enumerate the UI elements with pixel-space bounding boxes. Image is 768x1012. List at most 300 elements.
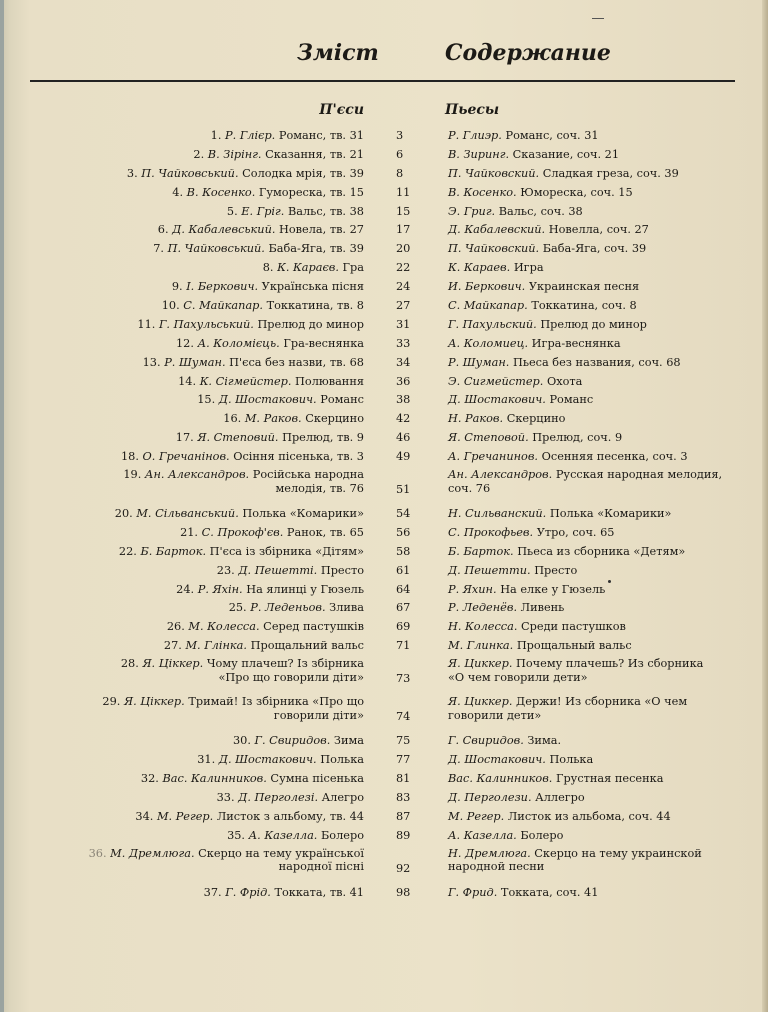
entry-number: 29. <box>102 695 121 709</box>
composer-ru: Д. Шостакович. <box>448 753 546 767</box>
composer-uk: Я. Степовий. <box>197 431 279 445</box>
composer-uk: А. Коломієць. <box>197 336 280 350</box>
toc-entry <box>0 355 768 374</box>
title-uk: Гумореска, тв. 15 <box>258 185 364 199</box>
page-number: 67 <box>396 601 411 615</box>
composer-ru: Д. Перголези. <box>448 790 532 804</box>
title-uk: Листок з альбому, тв. 44 <box>216 809 364 823</box>
title-uk: П'єса із збірника «Дітям» <box>209 544 364 558</box>
title-uk-line2: мелодія, тв. 76 <box>275 481 364 495</box>
entry-number: 30. <box>232 734 251 748</box>
entry-number: 22. <box>118 544 137 558</box>
title-ru: Ливень <box>520 601 565 615</box>
toc-entry <box>0 790 768 809</box>
page-number: 69 <box>396 620 411 634</box>
toc-entry <box>0 336 768 355</box>
title-uk: Осіння пісенька, тв. 3 <box>233 450 364 464</box>
composer-ru: Г. Фрид. <box>448 885 498 899</box>
title-ru-line2: соч. 76 <box>448 481 491 495</box>
subheading-russian: Пьесы <box>445 102 500 118</box>
page-number: 54 <box>396 507 411 521</box>
entry-russian <box>448 583 605 597</box>
composer-uk: О. Гречанінов. <box>142 450 230 464</box>
entry-ukrainian <box>102 695 364 722</box>
title-ru: Почему плачешь? Из сборника <box>516 657 704 671</box>
entry-russian <box>448 129 599 143</box>
page-number: 3 <box>396 129 404 142</box>
entry-ukrainian <box>229 601 364 615</box>
entry-number: 37. <box>203 885 222 899</box>
entry-russian <box>448 753 593 767</box>
entry-ukrainian <box>123 468 364 495</box>
entry-ukrainian <box>176 431 364 445</box>
page-number: 46 <box>396 431 411 445</box>
page-number: 87 <box>396 809 411 823</box>
page-number: 61 <box>396 563 411 577</box>
page-number: 8 <box>396 166 404 180</box>
entry-ukrainian <box>127 167 364 181</box>
composer-ru: Р. Леденёв. <box>448 601 518 615</box>
entry-russian <box>448 639 632 653</box>
toc-entry <box>0 695 768 733</box>
page-number: 92 <box>396 861 411 875</box>
toc-entry <box>0 411 768 430</box>
entry-number: 14. <box>178 374 197 388</box>
title-uk: Скерцо на тему української <box>198 846 364 860</box>
entry-russian <box>448 526 615 540</box>
entry-number: 11. <box>137 317 156 331</box>
entry-ukrainian <box>176 583 364 597</box>
entry-ukrainian <box>227 829 364 843</box>
composer-ru: М. Глинка. <box>448 639 514 653</box>
toc-entry <box>0 828 768 847</box>
entry-ukrainian <box>176 337 364 351</box>
entry-number: 7. <box>153 242 165 256</box>
composer-uk: Д. Перголезі. <box>238 790 319 804</box>
composer-ru: А. Казелла. <box>448 828 517 842</box>
page-number: 58 <box>396 544 411 558</box>
composer-uk: М. Глінка. <box>185 639 248 653</box>
entry-russian <box>448 734 561 748</box>
composer-uk: А. Казелла. <box>248 828 318 842</box>
table-of-contents <box>0 128 768 903</box>
entry-ukrainian <box>164 639 364 653</box>
composer-uk: Р. Леденьов. <box>250 601 326 615</box>
page-number: 64 <box>396 582 411 596</box>
title-uk: Тримай! Із збірника «Про що <box>188 695 364 709</box>
page-number: 42 <box>396 412 411 426</box>
entry-russian <box>448 507 671 521</box>
title-ru: Скерцо на тему украинской <box>534 846 702 860</box>
composer-uk: І. Беркович. <box>186 280 259 294</box>
entry-russian <box>448 545 685 559</box>
composer-ru: Ан. Александров. <box>448 468 553 482</box>
composer-uk: П. Чайковський. <box>167 242 265 256</box>
toc-entry <box>0 317 768 336</box>
entry-russian <box>448 412 565 426</box>
composer-uk: М. Сільванський. <box>136 507 239 521</box>
toc-entry <box>0 638 768 657</box>
title-ru: Утро, соч. 65 <box>536 525 615 539</box>
entry-ukrainian <box>172 186 364 200</box>
entry-number: 17. <box>175 431 194 445</box>
title-uk-line2: говорили діти» <box>273 708 364 722</box>
entry-ukrainian <box>204 886 364 900</box>
entry-ukrainian <box>217 564 364 578</box>
title-uk: Зима <box>333 734 364 748</box>
print-mark <box>592 18 604 19</box>
entry-number: 20. <box>114 507 133 521</box>
title-uk: Новела, тв. 27 <box>279 223 364 237</box>
entry-russian <box>448 337 621 351</box>
entry-russian <box>448 810 671 824</box>
entry-russian <box>448 261 544 275</box>
entry-ukrainian <box>137 318 364 332</box>
composer-uk: П. Чайковський. <box>141 166 239 180</box>
toc-entry <box>0 392 768 411</box>
title-uk: Полювання <box>295 374 364 388</box>
title-uk: Сказання, тв. 21 <box>265 147 364 161</box>
page-number: 33 <box>396 336 411 350</box>
title-uk: Сумна пісенька <box>270 771 364 785</box>
entry-russian <box>448 167 679 181</box>
composer-ru: В. Косенко. <box>448 185 517 199</box>
composer-uk: К. Сігмейстер. <box>199 374 292 388</box>
title-ru: Листок из альбома, соч. 44 <box>507 809 671 823</box>
toc-entry <box>0 128 768 147</box>
toc-entry <box>0 204 768 223</box>
title-ru: Пьеса из сборника «Детям» <box>517 544 686 558</box>
page-number: 56 <box>396 525 411 539</box>
entry-number: 4. <box>172 185 184 199</box>
title-uk: Чому плачеш? Із збірника <box>206 657 364 671</box>
entry-ukrainian <box>162 299 364 313</box>
entry-number: 6. <box>157 223 169 237</box>
title-ru: Игра <box>513 261 544 275</box>
title-uk: Солодка мрія, тв. 39 <box>242 166 364 180</box>
page-number: 11 <box>396 185 411 199</box>
composer-ru: Р. Яхин. <box>448 582 497 596</box>
entry-number: 35. <box>227 828 246 842</box>
composer-uk: М. Колесса. <box>188 620 260 634</box>
composer-ru: В. Зиринг. <box>448 147 510 161</box>
composer-ru: Н. Раков. <box>448 412 504 426</box>
title-uk: Прелюд до минор <box>257 317 364 331</box>
page-number: 98 <box>396 885 411 899</box>
title-ru-line2: «О чем говорили дети» <box>448 670 588 684</box>
composer-uk: В. Косенко. <box>186 185 256 199</box>
title-uk: П'єса без назви, тв. 68 <box>229 355 364 369</box>
composer-uk: Я. Ціккер. <box>123 695 185 709</box>
title-uk: Романс, тв. 31 <box>278 129 364 142</box>
page-number: 6 <box>396 147 404 161</box>
title-uk: Російська народна <box>252 468 364 482</box>
title-uk: Гра <box>342 261 364 275</box>
title-ru: Полька «Комарики» <box>549 507 672 521</box>
title-uk: Болеро <box>321 828 364 842</box>
composer-uk: Р. Шуман. <box>164 355 226 369</box>
composer-uk: Г. Свиридов. <box>254 734 331 748</box>
toc-entry <box>0 468 768 506</box>
toc-entry <box>0 847 768 885</box>
composer-uk: С. Прокоф'єв. <box>201 525 284 539</box>
title-ru: Осенняя песенка, соч. 3 <box>541 450 688 464</box>
entry-number: 9. <box>171 280 183 294</box>
composer-uk: Ан. Александров. <box>144 468 250 482</box>
toc-entry <box>0 506 768 525</box>
toc-entry <box>0 809 768 828</box>
title-uk: Ранок, тв. 65 <box>286 525 364 539</box>
entry-russian <box>448 772 663 786</box>
entry-number: 3. <box>126 166 138 180</box>
composer-ru: Вас. Калинников. <box>448 771 553 785</box>
title-ru: Охота <box>546 374 583 388</box>
toc-entry <box>0 279 768 298</box>
title-ru: Романс <box>549 393 594 407</box>
entry-russian <box>448 375 582 389</box>
page-number: 89 <box>396 828 411 842</box>
entry-ukrainian <box>167 620 364 634</box>
page-number: 22 <box>396 261 411 275</box>
toc-entry <box>0 185 768 204</box>
title-ru: Прелюд, соч. 9 <box>532 431 623 445</box>
toc-entry <box>0 544 768 563</box>
entry-number: 34. <box>135 809 154 823</box>
entry-russian <box>448 829 563 843</box>
title-uk: Романс <box>320 393 364 407</box>
entry-number: 32. <box>140 771 159 785</box>
toc-entry <box>0 885 768 904</box>
title-uk-line2: народної пісні <box>278 860 364 874</box>
entry-number: 18. <box>120 450 139 464</box>
title-uk: Вальс, тв. 38 <box>287 204 364 218</box>
page-number: 15 <box>396 204 411 218</box>
entry-number: 31. <box>197 753 216 767</box>
composer-ru: Н. Колесса. <box>448 620 518 634</box>
title-ru: Прелюд до минор <box>540 317 647 331</box>
composer-uk: М. Раков. <box>244 412 302 426</box>
toc-entry <box>0 430 768 449</box>
entry-ukrainian <box>121 450 364 464</box>
page-number: 34 <box>396 355 411 369</box>
entry-russian <box>448 299 637 313</box>
title-ru: Зима. <box>527 734 562 748</box>
composer-ru: Г. Пахульский. <box>448 317 537 331</box>
composer-uk: Д. Шостакович. <box>218 393 317 407</box>
entry-russian <box>448 695 687 722</box>
title-ru: Болеро <box>520 828 564 842</box>
entry-ukrainian <box>180 526 364 540</box>
toc-entry <box>0 600 768 619</box>
toc-entry <box>0 222 768 241</box>
composer-uk: Д. Кабалевський. <box>172 223 276 237</box>
title-ru: Украинская песня <box>528 280 640 294</box>
composer-uk: М. Дремлюга. <box>110 846 195 860</box>
composer-ru: М. Регер. <box>448 809 505 823</box>
entry-number: 28. <box>120 657 139 671</box>
entry-ukrainian <box>263 261 364 275</box>
entry-russian <box>448 431 622 445</box>
entry-russian <box>448 280 639 294</box>
page-number: 81 <box>396 771 411 785</box>
title-uk: На ялинці у Гюзель <box>246 582 364 596</box>
title-ru: Вальс, соч. 38 <box>498 204 583 218</box>
page-number: 51 <box>396 483 411 497</box>
page-number: 20 <box>396 242 411 256</box>
entry-russian <box>448 393 593 407</box>
entry-russian <box>448 148 619 162</box>
title-ru: Среди пастушков <box>521 620 626 634</box>
composer-ru: А. Коломиец. <box>448 336 529 350</box>
entry-russian <box>448 564 577 578</box>
composer-ru: К. Караев. <box>448 261 511 275</box>
title-ru: Юмореска, соч. 15 <box>520 185 633 199</box>
title-ru: Скерцино <box>506 412 566 426</box>
title-ru: Пьеса без названия, соч. 68 <box>512 355 681 369</box>
composer-ru: Д. Кабалевский. <box>448 223 546 237</box>
title-uk: Прощальний вальс <box>250 639 364 653</box>
page-number: 83 <box>396 790 411 804</box>
heading-russian: Содержание <box>445 40 611 66</box>
composer-ru: П. Чайковский. <box>448 166 540 180</box>
toc-entry <box>0 733 768 752</box>
composer-uk: Г. Пахульський. <box>158 317 254 331</box>
composer-uk: Д. Шостакович. <box>218 753 317 767</box>
title-ru: Сладкая греза, соч. 39 <box>542 166 679 180</box>
entry-russian <box>448 186 633 200</box>
title-uk: Серед пастушків <box>263 620 364 634</box>
composer-uk: М. Регер. <box>156 809 214 823</box>
entry-ukrainian <box>89 847 364 874</box>
entry-number: 26. <box>166 620 185 634</box>
entry-number: 13. <box>142 355 161 369</box>
entry-number: 33. <box>216 790 235 804</box>
title-ru: Игра-веснянка <box>531 336 621 350</box>
composer-ru: Н. Сильванский. <box>448 507 547 521</box>
toc-entry <box>0 166 768 185</box>
page-number: 36 <box>396 374 411 388</box>
page-number: 38 <box>396 393 411 407</box>
page-number: 27 <box>396 299 411 313</box>
toc-entry <box>0 525 768 544</box>
composer-ru: Э. Сигмейстер. <box>448 374 544 388</box>
composer-ru: Н. Дремлюга. <box>448 846 531 860</box>
entry-ukrainian <box>223 412 364 426</box>
title-ru-line2: говорили дети» <box>448 708 542 722</box>
entry-ukrainian <box>143 356 364 370</box>
title-ru: Сказание, соч. 21 <box>512 147 620 161</box>
composer-ru: Р. Глиэр. <box>448 129 502 142</box>
toc-entry <box>0 619 768 638</box>
composer-ru: И. Беркович. <box>448 280 526 294</box>
composer-uk: Р. Яхін. <box>197 582 243 596</box>
title-ru: Держи! Из сборника «О чем <box>516 695 688 709</box>
composer-uk: Г. Фрід. <box>225 885 271 899</box>
composer-uk: Я. Ціккер. <box>142 657 204 671</box>
entry-russian <box>448 791 585 805</box>
subheading-ukrainian: П'єси <box>319 102 364 118</box>
entry-ukrainian <box>217 791 364 805</box>
composer-uk: Б. Барток. <box>140 544 207 558</box>
entry-ukrainian <box>115 507 364 521</box>
title-ru: Престо <box>534 563 578 577</box>
title-uk-line2: «Про що говорили діти» <box>218 670 364 684</box>
composer-ru: Э. Григ. <box>448 204 496 218</box>
entry-ukrainian <box>121 657 364 684</box>
entry-russian <box>448 205 583 219</box>
title-uk: Токкатина, тв. 8 <box>266 299 364 313</box>
entry-number: 16. <box>223 412 242 426</box>
composer-ru: Д. Шостакович. <box>448 393 546 407</box>
entry-number: 21. <box>180 525 199 539</box>
entry-number: 12. <box>176 336 194 350</box>
page-number: 74 <box>396 710 411 724</box>
entry-number: 27. <box>163 639 182 653</box>
title-uk: Баба-Яга, тв. 39 <box>268 242 364 256</box>
title-ru: Баба-Яга, соч. 39 <box>542 242 647 256</box>
composer-uk: В. Зірінг. <box>207 147 262 161</box>
title-uk: Алегро <box>321 790 364 804</box>
composer-ru: Я. Циккер. <box>448 695 513 709</box>
composer-uk: Вас. Калинников. <box>162 771 267 785</box>
heading-rule <box>30 80 735 82</box>
composer-ru: С. Майкапар. <box>448 299 528 313</box>
composer-ru: А. Гречанинов. <box>448 450 539 464</box>
page-number: 71 <box>396 639 411 653</box>
title-ru-line2: народной песни <box>448 860 545 874</box>
title-uk: Престо <box>320 563 364 577</box>
entry-russian <box>448 886 598 900</box>
composer-ru: Я. Циккер. <box>448 657 513 671</box>
toc-entry <box>0 771 768 790</box>
entry-number: 24. <box>176 582 195 596</box>
entry-ukrainian <box>211 129 364 143</box>
page-number: 73 <box>396 672 411 686</box>
title-uk: Українська пісня <box>261 280 364 294</box>
composer-uk: С. Майкапар. <box>183 299 263 313</box>
entry-russian <box>448 450 688 464</box>
toc-entry <box>0 657 768 695</box>
entry-number: 10. <box>161 299 180 313</box>
entry-ukrainian <box>119 545 364 559</box>
title-uk: Токката, тв. 41 <box>274 885 364 899</box>
toc-entry <box>0 449 768 468</box>
title-ru: Грустная песенка <box>555 771 664 785</box>
entry-number: 36. <box>88 846 107 860</box>
entry-ukrainian <box>158 223 364 237</box>
entry-number: 8. <box>262 261 274 275</box>
composer-ru: Р. Шуман. <box>448 355 510 369</box>
toc-entry <box>0 563 768 582</box>
entry-ukrainian <box>153 242 364 256</box>
toc-entry <box>0 241 768 260</box>
page-number: 17 <box>396 223 411 237</box>
toc-entry <box>0 260 768 279</box>
title-ru: Токката, соч. 41 <box>500 885 599 899</box>
title-uk: Полька <box>320 753 364 767</box>
entry-number: 19. <box>123 468 142 482</box>
title-ru: Романс, соч. 31 <box>505 129 599 142</box>
entry-ukrainian <box>197 393 364 407</box>
entry-russian <box>448 242 646 256</box>
title-uk: Прелюд, тв. 9 <box>282 431 364 445</box>
entry-russian <box>448 601 564 615</box>
composer-ru: Я. Степовой. <box>448 431 529 445</box>
page-number: 24 <box>396 280 411 294</box>
entry-ukrainian <box>197 753 364 767</box>
composer-uk: Е. Гріг. <box>241 204 285 218</box>
composer-ru: Б. Барток. <box>448 544 514 558</box>
